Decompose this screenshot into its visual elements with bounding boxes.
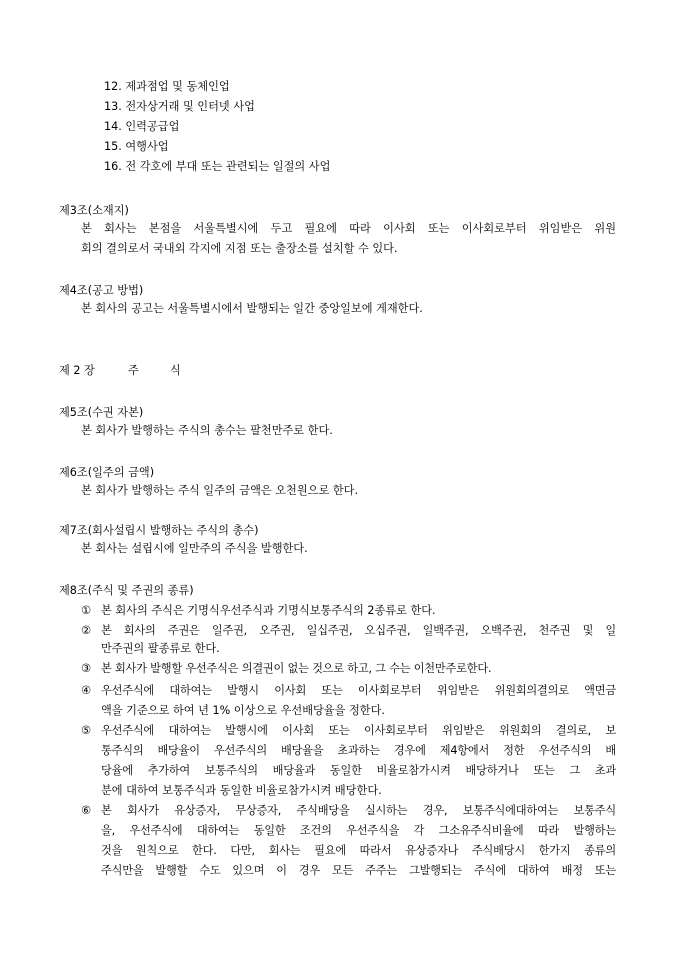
chapter-2-number: 제 2 장 [59, 364, 95, 377]
article-8-item-2-line-2: 만주권의 팔종류로 한다. [101, 642, 220, 655]
article-8-item-4-line-1: 우선주식에 대하여는 발행시 이사회 또는 이사회로부터 위임받은 위원회의결의로 액면금 [101, 684, 616, 697]
article-8-item-6-line-3: 것을 원칙으로 한다. 다만, 회사는 필요에 따라서 유상증자나 주식배당시 한가지 종류의 [101, 844, 616, 857]
article-8-item-1-number: ① [81, 604, 92, 617]
chapter-2-title-a: 주 [128, 364, 139, 377]
article-8-item-4-number: ④ [81, 684, 92, 697]
article-6-line-1: 본 회사가 발행하는 주식 일주의 금액은 오천원으로 한다. [81, 484, 359, 497]
article-7-line-1: 본 회사는 설립시에 일만주의 주식을 발행한다. [81, 542, 308, 555]
article-4-line-1: 본 회사의 공고는 서울특별시에서 발행되는 일간 중앙일보에 게재한다. [81, 302, 423, 315]
article-8-item-5-line-3: 당율에 추가하여 보통주식의 배당율과 동일한 비율로참가시켜 배당하거나 또는 그 초과 [101, 764, 616, 777]
article-8-item-5-number: ⑤ [81, 724, 92, 737]
article-8-item-5-line-2: 통주식의 배당율이 우선주식의 배당율을 초과하는 경우에 제4항에서 정한 우선주식의 배 [101, 744, 616, 757]
article-8-heading: 제8조(주식 및 주권의 종류) [59, 584, 194, 597]
article-8-item-6-line-2: 을, 우선주식에 대하여는 동일한 조건의 우선주식을 각 그소유주식비율에 따라 발행하는 [101, 824, 616, 837]
article-5-line-1: 본 회사가 발행하는 주식의 총수는 팔천만주로 한다. [81, 424, 333, 437]
article-8-item-1-line-1: 본 회사의 주식은 기명식우선주식과 기명식보통주식의 2종류로 한다. [101, 604, 436, 617]
article-8-item-5-line-4: 분에 대하여 보통주식과 동일한 비율로참가시켜 배당한다. [101, 784, 382, 797]
article-8-item-3-number: ③ [81, 662, 92, 675]
article-3-line-1: 본 회사는 본점을 서울특별시에 두고 필요에 따라 이사회 또는 이사회로부터 위임받은 위원 [81, 222, 616, 235]
article-8-item-6-line-4: 주식만을 발행할 수도 있으며 이 경우 모든 주주는 그발행되는 주식에 대하여 배정 또는 [101, 864, 616, 877]
article-8-item-5-line-1: 우선주식에 대하여는 발행시에 이사회 또는 이사회로부터 위임받은 위원회의 결의로, 보 [101, 724, 616, 737]
article-7-heading: 제7조(회사설립시 발행하는 주식의 총수) [59, 524, 259, 537]
chapter-2-title-b: 식 [170, 364, 181, 377]
list-item-13: 13. 전자상거래 및 인터넷 사업 [104, 100, 255, 113]
article-8-item-3-line-1: 본 회사가 발행할 우선주식은 의결권이 없는 것으로 하고, 그 수는 이천만주로한다. [101, 662, 492, 675]
article-8-item-6-number: ⑥ [81, 804, 92, 817]
article-8-item-6-line-1: 본 회사가 유상증자, 무상증자, 주식배당을 실시하는 경우, 보통주식에대하여는 보통주식 [101, 804, 616, 817]
list-item-12: 12. 제과점업 및 동체인업 [104, 80, 230, 93]
article-8-item-2-line-1: 본 회사의 주권은 일주권, 오주권, 일십주권, 오십주권, 일백주권, 오백주권, 천주권 및 일 [101, 624, 616, 637]
article-8-item-2-number: ② [81, 624, 92, 637]
article-3-heading: 제3조(소재지) [59, 204, 129, 217]
article-5-heading: 제5조(수권 자본) [59, 406, 144, 419]
article-6-heading: 제6조(일주의 금액) [59, 466, 155, 479]
article-3-line-2: 회의 결의로서 국내외 각지에 지점 또는 출장소를 설치할 수 있다. [81, 242, 398, 255]
article-8-item-4-line-2: 액을 기준으로 하여 년 1% 이상으로 우선배당율을 정한다. [101, 704, 385, 717]
article-4-heading: 제4조(공고 방법) [59, 284, 144, 297]
list-item-15: 15. 여행사업 [104, 140, 169, 153]
list-item-16: 16. 전 각호에 부대 또는 관련되는 일절의 사업 [104, 160, 331, 173]
list-item-14: 14. 인력공급업 [104, 120, 180, 133]
